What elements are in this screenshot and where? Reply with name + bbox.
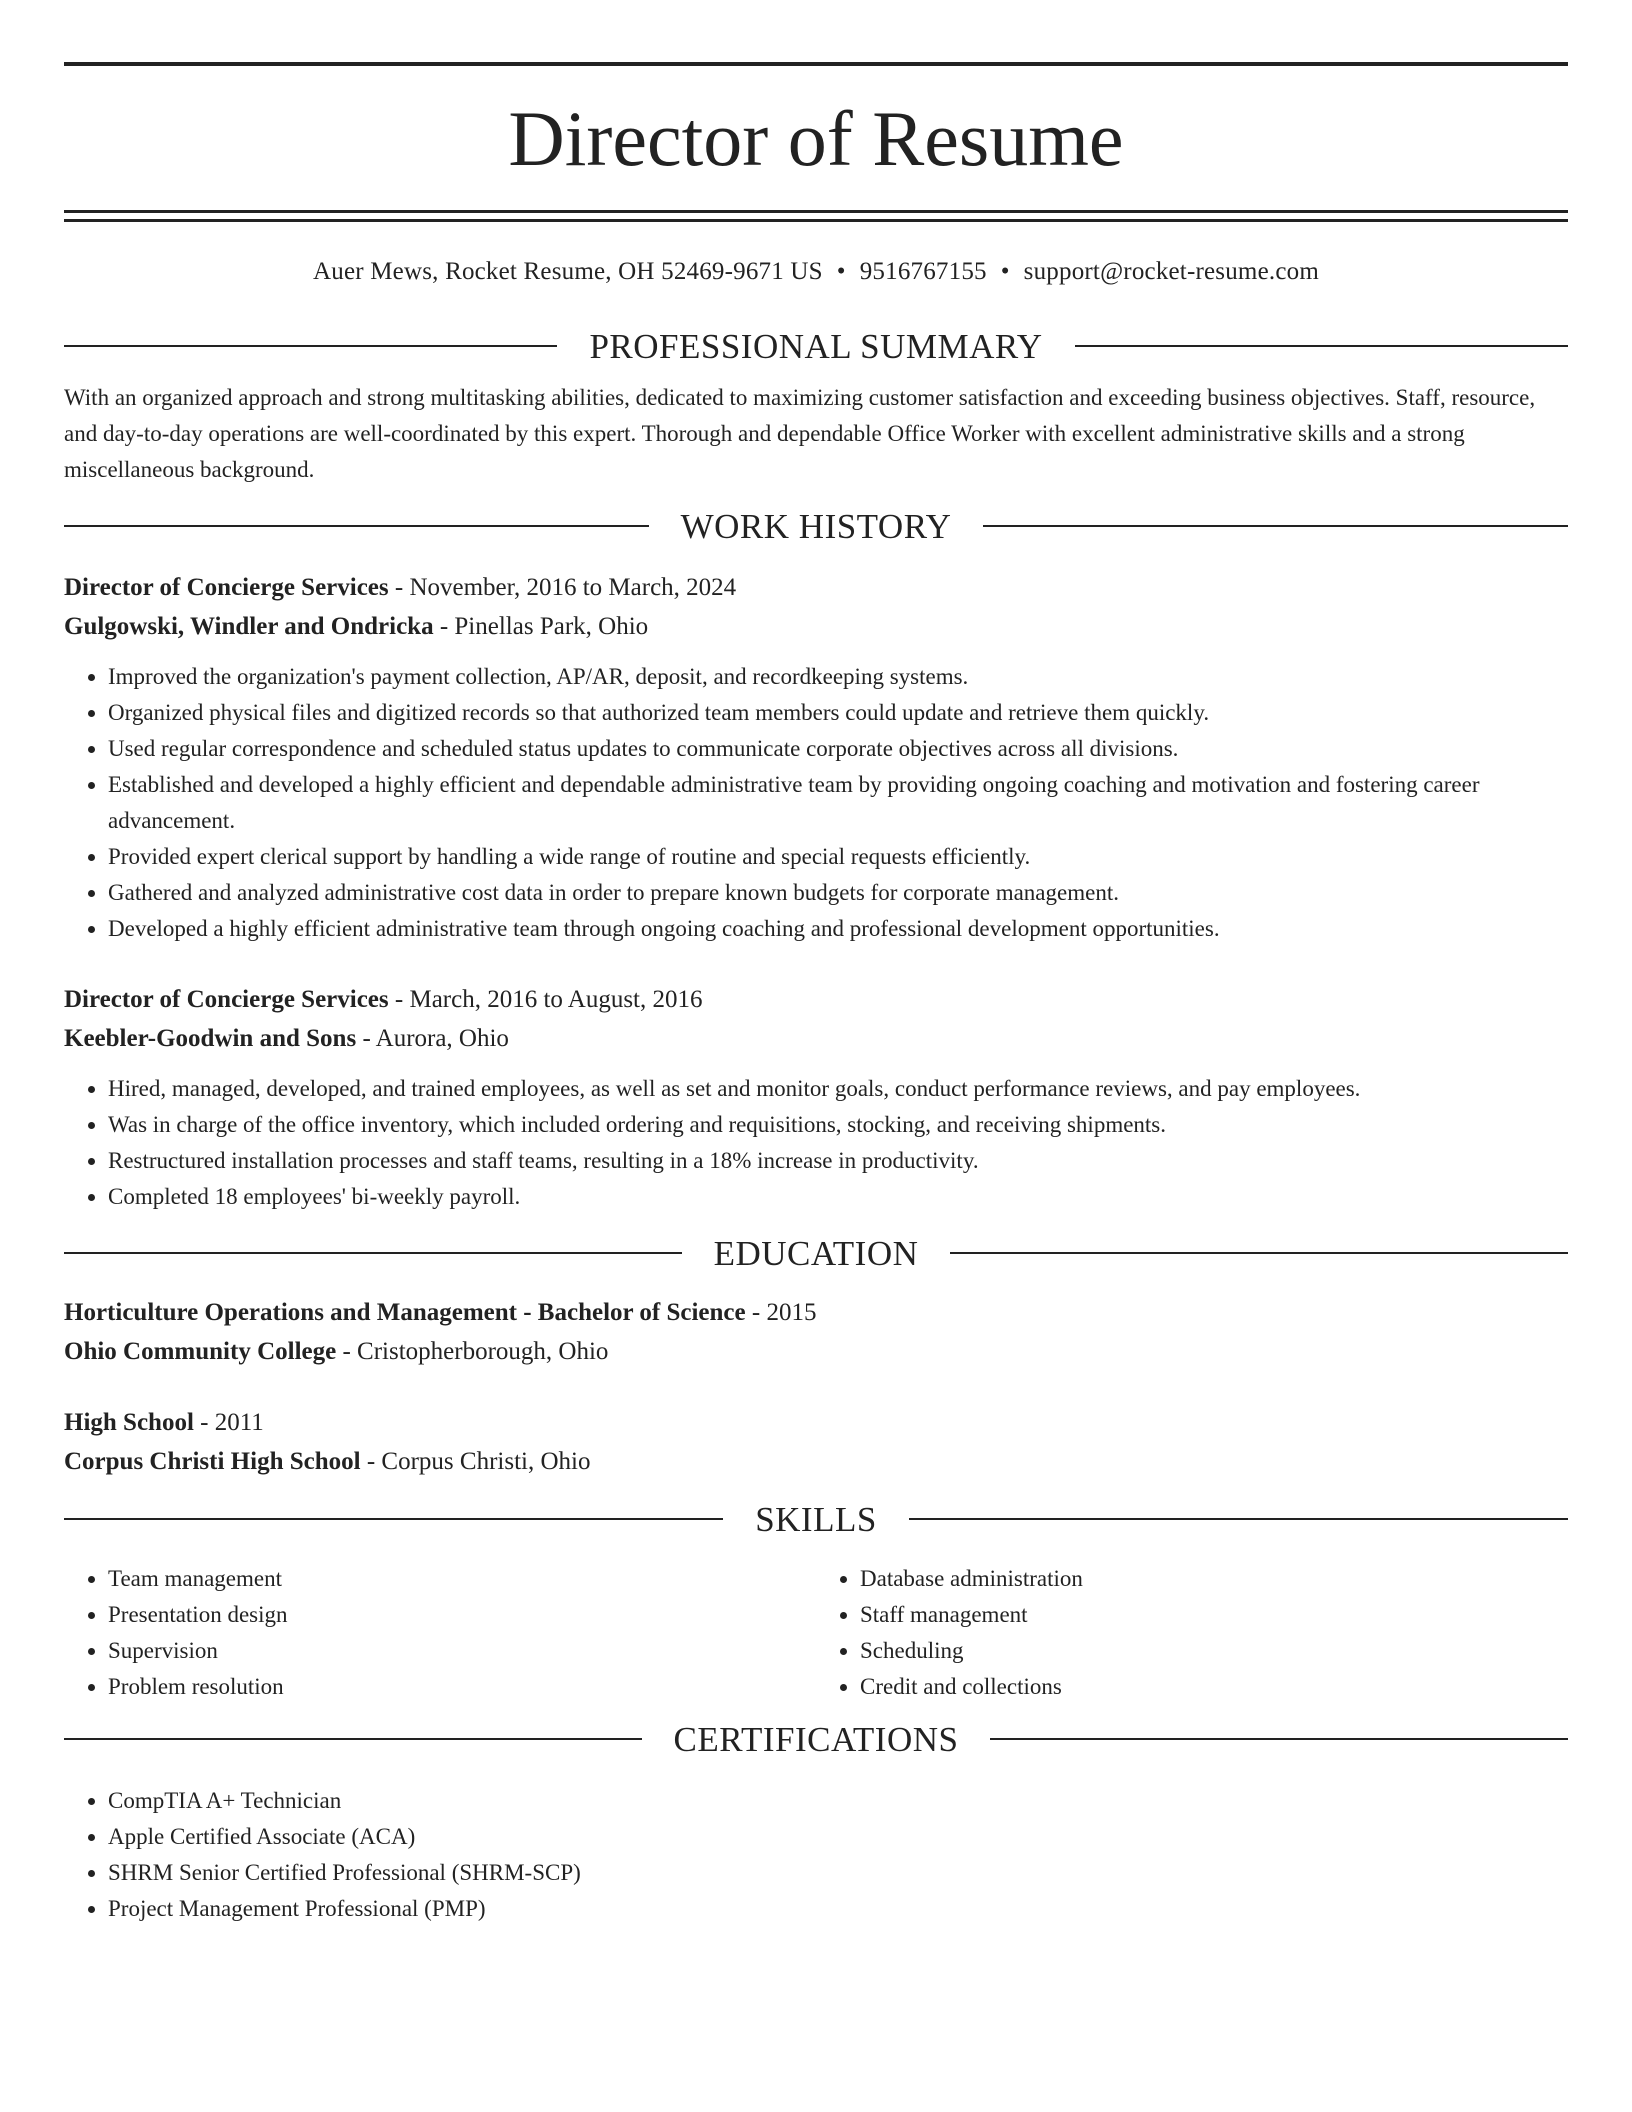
skill-item: • Credit and collections [860, 1669, 1568, 1705]
job-bullet: • Developed a highly efficient administrative team through ongoing coaching and professional development opportunities. [108, 911, 1568, 947]
certification-item: • Apple Certified Associate (ACA) [108, 1819, 1568, 1855]
job-dates: - March, 2016 to August, 2016 [388, 986, 703, 1013]
education-section-header [64, 1233, 1568, 1273]
certification-item: • CompTIA A+ Technician [108, 1783, 1568, 1819]
education-heading: EDUCATION [713, 1233, 919, 1273]
education-degree: Horticulture Operations and Management - Bachelor of Science [64, 1299, 746, 1326]
job-entry [64, 568, 1568, 947]
certifications-heading: CERTIFICATIONS [673, 1719, 959, 1759]
job-bullets [64, 1071, 1568, 1215]
job-title: Director of Concierge Services [64, 574, 389, 601]
job-title-line [64, 568, 1568, 607]
education-school: Corpus Christi High School [64, 1448, 361, 1475]
job-bullets [64, 659, 1568, 947]
education-school-line [64, 1332, 1568, 1371]
education-degree-line [64, 1403, 1568, 1442]
resume-page [64, 62, 1568, 1927]
header-top-rule [64, 62, 1568, 66]
education-year: - 2015 [745, 1299, 817, 1326]
education-entry [64, 1403, 1568, 1481]
certifications-section-header [64, 1719, 1568, 1759]
contact-address: Auer Mews, Rocket Resume, OH 52469-9671 US [313, 258, 823, 285]
job-bullet: • Improved the organization's payment collection, AP/AR, deposit, and recordkeeping systems. [108, 659, 1568, 695]
job-bullet: • Established and developed a highly efficient and dependable administrative team by providing ongoing coaching and motivation and fostering career advancement. [108, 767, 1568, 839]
job-bullet: • Completed 18 employees' bi-weekly payroll. [108, 1179, 1568, 1215]
certification-item: • Project Management Professional (PMP) [108, 1891, 1568, 1927]
divider-line [950, 1252, 1568, 1254]
education-degree-line [64, 1293, 1568, 1332]
skill-item: • Supervision [108, 1633, 816, 1669]
skill-item: • Scheduling [860, 1633, 1568, 1669]
divider-line [64, 1738, 642, 1740]
contact-separator: • [1000, 258, 1010, 285]
summary-text: With an organized approach and strong multitasking abilities, dedicated to maximizing customer satisfaction and exceeding business objectives. Staff, resource, and day-to-day operations are well-coordinated by this expert. Thorough and dependable Office Worker with excellent administrative skills and a strong miscellaneous background. [64, 385, 1536, 482]
work-section-header [64, 506, 1568, 546]
job-dates: - November, 2016 to March, 2024 [388, 574, 737, 601]
job-location: - Aurora, Ohio [356, 1025, 509, 1052]
summary-section-header [64, 326, 1568, 366]
education-entry [64, 1293, 1568, 1371]
education-degree: High School [64, 1409, 194, 1436]
education-location: - Cristopherborough, Ohio [336, 1338, 609, 1365]
job-company-line [64, 1019, 1568, 1058]
job-title: Director of Concierge Services [64, 986, 389, 1013]
work-heading: WORK HISTORY [680, 506, 952, 546]
job-bullet: • Used regular correspondence and scheduled status updates to communicate corporate objectives across all divisions. [108, 731, 1568, 767]
job-title-line [64, 980, 1568, 1019]
job-company: Gulgowski, Windler and Ondricka [64, 613, 434, 640]
divider-line [909, 1518, 1568, 1520]
skill-item: • Team management [108, 1561, 816, 1597]
certification-item: • SHRM Senior Certified Professional (SHRM-SCP) [108, 1855, 1568, 1891]
job-entry [64, 980, 1568, 1215]
resume-name: Director of Resume [508, 95, 1124, 182]
contact-email: support@rocket-resume.com [1023, 258, 1319, 285]
skills-heading: SKILLS [755, 1499, 877, 1539]
job-bullet: • Provided expert clerical support by handling a wide range of routine and special requests efficiently. [108, 839, 1568, 875]
divider-line [64, 1518, 723, 1520]
job-bullet: • Gathered and analyzed administrative cost data in order to prepare known budgets for corporate management. [108, 875, 1568, 911]
skills-list-right [816, 1561, 1568, 1705]
job-bullet: • Hired, managed, developed, and trained employees, as well as set and monitor goals, conduct performance reviews, and pay employees. [108, 1071, 1568, 1107]
divider-line [1075, 345, 1568, 347]
education-year: - 2011 [193, 1409, 264, 1436]
education-location: - Corpus Christi, Ohio [360, 1448, 591, 1475]
contact-separator: • [836, 258, 846, 285]
header-double-rule [64, 210, 1568, 222]
divider-line [983, 525, 1568, 527]
job-company: Keebler-Goodwin and Sons [64, 1025, 357, 1052]
divider-line [64, 345, 557, 347]
job-bullet: • Was in charge of the office inventory, which included ordering and requisitions, stocking, and receiving shipments. [108, 1107, 1568, 1143]
skill-item: • Problem resolution [108, 1669, 816, 1705]
divider-line [64, 525, 649, 527]
skill-item: • Staff management [860, 1597, 1568, 1633]
job-bullet: • Restructured installation processes and staff teams, resulting in a 18% increase in productivity. [108, 1143, 1568, 1179]
summary-heading: PROFESSIONAL SUMMARY [589, 326, 1043, 366]
contact-line [64, 258, 1568, 286]
contact-phone: 9516767155 [859, 258, 987, 285]
skill-item: • Database administration [860, 1561, 1568, 1597]
job-company-line [64, 607, 1568, 646]
job-bullet: • Organized physical files and digitized records so that authorized team members could update and retrieve them quickly. [108, 695, 1568, 731]
education-school: Ohio Community College [64, 1338, 337, 1365]
skills-section-header [64, 1499, 1568, 1539]
education-school-line [64, 1442, 1568, 1481]
skills-grid [64, 1561, 1568, 1705]
job-location: - Pinellas Park, Ohio [433, 613, 649, 640]
skills-list-left [64, 1561, 816, 1705]
skill-item: • Presentation design [108, 1597, 816, 1633]
divider-line [64, 1252, 682, 1254]
certifications-list [64, 1783, 1568, 1927]
divider-line [990, 1738, 1568, 1740]
